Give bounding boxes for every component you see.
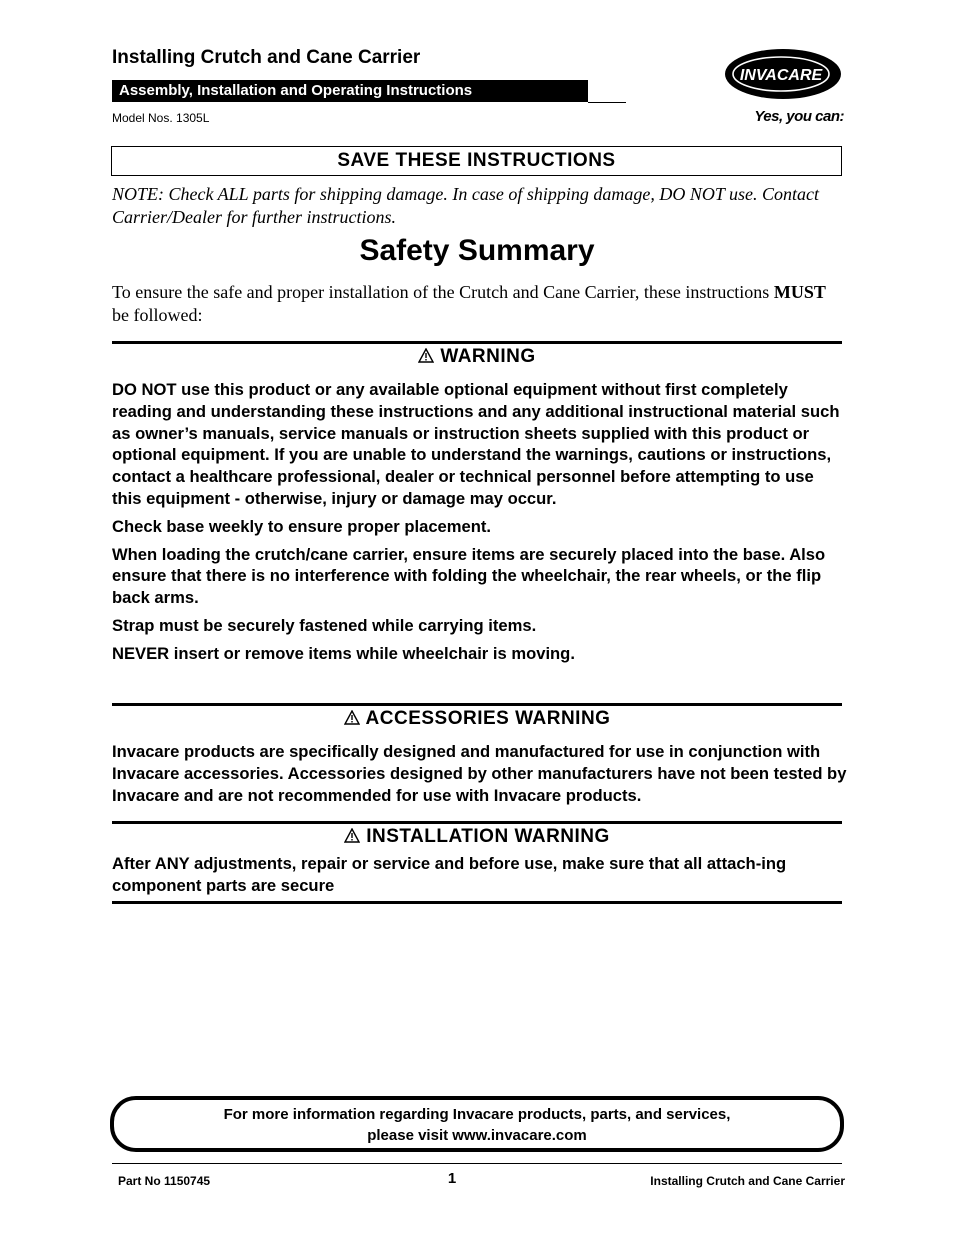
document-title: Installing Crutch and Cane Carrier	[112, 47, 421, 68]
footer-rule	[112, 1163, 842, 1164]
accessories-heading-text: ACCESSORIES WARNING	[365, 708, 611, 729]
save-instructions-box: SAVE THESE INSTRUCTIONS	[111, 146, 842, 176]
intro-text-before: To ensure the safe and proper installation of the Crutch and Cane Carrier, these instructions	[112, 282, 774, 302]
model-numbers: Model Nos. 1305L	[112, 111, 210, 125]
installation-warning-body: After ANY adjustments, repair or service and before use, make sure that all attach-ing component parts are secure	[112, 854, 787, 895]
accessories-warning-body: Invacare products are specifically designed and manufactured for use in conjunction with Invacare accessories. Accessories designed by other manufacturers have not been tested by Invacare and are not recommended for use with Invacare products.	[112, 742, 847, 805]
installation-warning-heading	[112, 826, 842, 848]
installation-bottom-rule	[112, 901, 842, 904]
more-info-line-2: please visit www.invacare.com	[367, 1127, 587, 1144]
warning-paragraph-5	[112, 643, 847, 665]
warning-body	[112, 379, 847, 671]
warning-paragraph-1	[112, 379, 847, 510]
warning-paragraph-4: Strap must be securely fastened while carrying items.	[112, 615, 537, 635]
page-number: 1	[447, 1170, 457, 1187]
warning-p5-lead: NEVER	[112, 643, 170, 663]
warning-top-rule	[112, 341, 842, 344]
warning-heading	[112, 346, 842, 368]
invacare-logo	[722, 46, 844, 102]
shipping-damage-note: NOTE: Check ALL parts for shipping damage. In case of shipping damage, DO NOT use. Contact Carrier/Dealer for further instructions.	[112, 184, 820, 227]
intro-text-after: be followed:	[112, 305, 203, 325]
accessories-top-rule	[112, 703, 842, 706]
warning-triangle-icon	[344, 828, 360, 843]
warning-p5-rest: insert or remove items while wheelchair is moving.	[169, 643, 575, 663]
installation-heading-text: INSTALLATION WARNING	[366, 826, 610, 847]
part-number: Part No 1150745	[118, 1174, 211, 1188]
more-info-line-1: For more information regarding Invacare products, parts, and services,	[223, 1106, 731, 1123]
accessories-warning-heading	[112, 708, 842, 730]
warning-triangle-icon	[418, 348, 434, 363]
installation-top-rule	[112, 821, 842, 824]
warning-p1-rest: use this product or any available optional equipment without first completely reading and understanding these instructions and any additional instructional material such as owner’s manuals, service manuals or instruction sheets supplied with this product or optional equipment. If you are unable to understand the warnings, cautions or instructions, contact a healthcare professional, dealer or technical personnel before attempting to use this equipment - otherwise, injury or damage may occur.	[112, 380, 840, 508]
footer-title: Installing Crutch and Cane Carrier	[650, 1174, 845, 1188]
subtitle-underline	[588, 102, 626, 103]
more-info-box	[110, 1096, 844, 1152]
subtitle-bar: Assembly, Installation and Operating Instructions	[112, 80, 588, 102]
intro-paragraph	[112, 281, 842, 327]
warning-p1-lead: DO NOT	[112, 380, 177, 399]
intro-emphasis: MUST	[773, 282, 826, 302]
logo-text: INVACARE	[739, 67, 823, 84]
slogan: Yes, you can:	[754, 108, 844, 125]
warning-heading-text: WARNING	[440, 346, 536, 367]
safety-summary-heading: Safety Summary	[359, 234, 595, 267]
warning-paragraph-3: When loading the crutch/cane carrier, ensure items are securely placed into the base. Also ensure that there is no interference with folding the wheelchair, the rear wheels, or the flip back arms.	[112, 544, 826, 608]
warning-paragraph-2: Check base weekly to ensure proper placement.	[112, 516, 492, 536]
warning-triangle-icon	[344, 710, 360, 725]
